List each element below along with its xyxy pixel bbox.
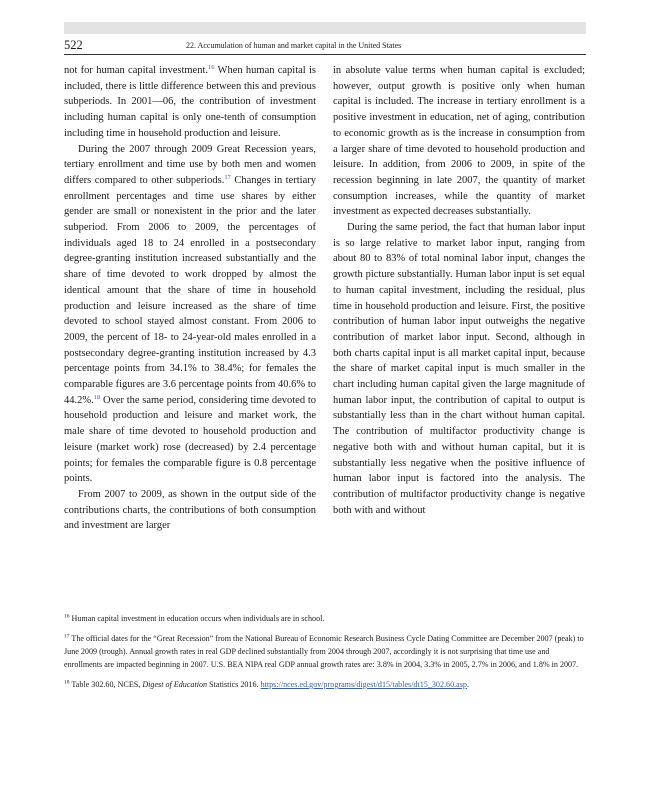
paragraph: in absolute value terms when human capital is excluded; however, output growth is positive only when human capital is included. The increase in tertiary enrollment is a positive investment in education, net of aging, contribution to economic growth as is the increase in consumption from a larger share of time devoted to household production and leisure. In addition, from 2006 to 2009, in spite of the recession beginning in late 2007, the quantity of market consumption increases, while the quantity of market investment as expected decreases substantially. bbox=[333, 65, 585, 218]
paragraph: During the 2007 through 2009 Great Recession years, tertiary enrollment and time use by both men and women differs compared to other subperiods.$^{17}$ Changes in tertiary enrollment percentages and time use shares by either gender are small or nonexistent in the prior and the later subperiod. From 2006 to 2009, the percentages of individuals aged 18 to 24 enrolled in a postsecondary degree-granting institution increased substantially and the share of time devoted to work dropped by almost the identical amount that the share of time in household production and leisure increased as the share of time devoted to school stayed almost constant. From 2006 to 2009, the percent of 18- to 24-year-old males enrolled in a postsecondary degree-granting institution increased by 4.3 percentage points from 34.1% to 38.4%; for females the comparable figures are 3.6 percentage points from 40.6% to 44.2%.$^{18}$ Over the same period, considering time devoted to household production and leisure and market work, the male share of time devoted to household production and leisure (market work) rose (decreased) by 2.4 percentage points; for females the comparable figure is 0.8 percentage points. bbox=[64, 143, 316, 485]
footnote-18: $^{18}$ Table 302.60, NCES, Digest of Education Statistics 2016. https://nces.ed.gov/programs/digest/d15/tables/dt15_302.60.asp. bbox=[64, 679, 469, 689]
right-column bbox=[333, 63, 585, 518]
paragraph: During the same period, the fact that human labor input is so large relative to market labor input, ranging from about 80 to 83% of total nominal labor input, changes the growth picture substantially. Human labor input is set equal to human capital investment, including the residual, plus time in household production and leisure. First, the positive contribution of human labor input outweighs the negative contribution of market labor input. Second, although in both charts capital input is all market capital input, because the share of market capital input is much smaller in the chart including human capital given the large magnitude of human labor input, the contribution of capital to output is substantially less than in the chart without human capital. The contribution of multifactor productivity change is negative both with and without human capital, but it is substantially less negative when the positive influence of human labor input is factored into the analysis. The contribution of multifactor productivity change is negative both with and without bbox=[333, 222, 585, 516]
paragraph: From 2007 to 2009, as shown in the output side of the contributions charts, the contributions of both consumption and investment are larger bbox=[64, 488, 316, 532]
footnote-ref-16[interactable]: 16 bbox=[207, 64, 215, 71]
footnote-17: $^{17}$ The official dates for the “Great Recession” from the National Bureau of Economic Research Business Cycle Dating Committee are December 2007 (peak) to June 2009 (trough). Annual growth rates in real GDP declined substantially from 2004 through 2007, accordingly it is not surprising that time use and enrollments are impacted beginning in 2007. U.S. BEA NIPA real GDP annual growth rates are: 3.8% in 2004, 3.3% in 2005, 2.7% in 2006, and 1.8% in 2007. bbox=[64, 633, 584, 669]
page-header bbox=[64, 38, 586, 55]
running-head: 22. Accumulation of human and market capital in the United States bbox=[186, 41, 402, 50]
footnotes bbox=[64, 612, 586, 698]
page-number: 522 bbox=[64, 38, 83, 52]
footnote-ref-17[interactable]: 17 bbox=[224, 173, 231, 181]
left-column bbox=[64, 63, 316, 534]
nces-link[interactable]: https://nces.ed.gov/programs/digest/d15/tables/dt15_302.60.asp bbox=[260, 680, 467, 689]
header-band bbox=[64, 22, 586, 34]
paragraph: not for human capital investment.$^{16}$ When human capital is included, there is little difference between this and previous subperiods. In 2001—06, the contribution of investment including human capital is only one-tenth of consumption including time in household production and leisure. bbox=[64, 64, 316, 139]
footnote-ref-18[interactable]: 18 bbox=[93, 393, 101, 401]
footnote-16: $^{16}$ Human capital investment in education occurs when individuals are in school. bbox=[64, 613, 325, 623]
